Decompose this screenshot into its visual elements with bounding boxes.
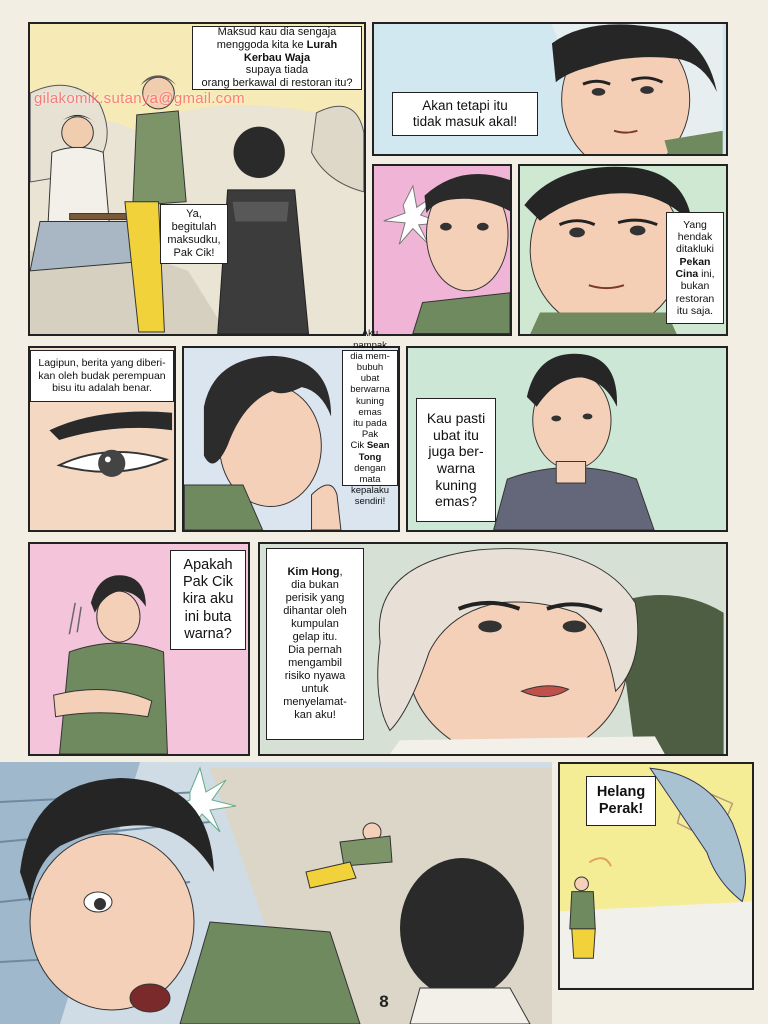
bubble-line: Cik Sean [350, 440, 390, 452]
bubble-line: hendak [677, 230, 713, 243]
speech-bubble-tidak-masuk-akal [392, 92, 538, 136]
speech-bubble-kau-pasti [416, 398, 496, 522]
bubble-line: Pak Cik [183, 574, 233, 591]
bubble-line: Yang [683, 218, 707, 231]
bubble-line: Perak! [598, 801, 644, 817]
speech-bubble-lurah [192, 26, 362, 90]
bubble-line: Kau pasti [426, 410, 486, 427]
bubble-line: gelap itu. [292, 631, 338, 644]
bubble-line: Akan tetapi itu [422, 98, 508, 114]
bubble-line: kan oleh budak perempuan [38, 369, 166, 382]
panel-row2-left [372, 164, 512, 336]
bubble-line: juga ber- [428, 443, 484, 460]
bubble-line: Apakah [183, 557, 233, 574]
speech-bubble-lagipun [30, 350, 174, 402]
bubble-line: itu saja. [676, 305, 714, 318]
bubble-line: berwarna [350, 384, 390, 396]
bubble-line: restoran [675, 292, 715, 305]
bubble-line: menggoda kita ke Lurah Kerbau Waja [216, 38, 338, 64]
bubble-line: Pekan [679, 255, 711, 268]
speech-bubble-pekan-cina [666, 212, 724, 324]
bubble-line: kuning [435, 476, 477, 493]
bubble-line: ditakluki [676, 243, 714, 256]
bubble-line: bukan [680, 280, 710, 293]
bubble-line: kan aku! [294, 708, 336, 721]
bubble-line: Maksud kau dia sengaja [217, 25, 337, 38]
bubble-line: supaya tiada [245, 64, 309, 77]
bubble-line: orang berkawal di restoran itu? [201, 77, 353, 90]
panel-art-action-shout-scene [0, 762, 552, 1024]
bubble-line: kuning emas [356, 395, 384, 418]
bubble-line: mengambil [288, 656, 342, 669]
bubble-line: Kim Hong, [287, 566, 343, 579]
bubble-line: perisik yang [285, 592, 345, 605]
bubble-line: dihantar oleh [283, 605, 347, 618]
bubble-line: Dia pernah [288, 644, 342, 656]
bubble-line: Ya, [186, 208, 202, 221]
bubble-line: sendiri! [354, 496, 386, 508]
bubble-line: emas? [434, 493, 478, 510]
bubble-line: risiko nyawa [284, 669, 346, 682]
bubble-line: warna? [184, 625, 232, 642]
bubble-line: ubat itu [433, 426, 479, 443]
speech-bubble-begitulah [160, 204, 228, 264]
panel-art-young-man-startled [374, 166, 510, 334]
bubble-line: kepalaku [350, 485, 390, 497]
bubble-line: Pak Cik! [173, 246, 215, 259]
speech-bubble-buta-warna [170, 550, 246, 650]
bubble-line: warna [436, 460, 476, 476]
bubble-line: dia bukan [291, 579, 339, 592]
watermark-text: gilakomik.sutanya@gmail.com [34, 90, 245, 107]
bubble-line: itu pada Pak [353, 418, 387, 441]
bubble-line: begitulah [171, 221, 217, 234]
bubble-line: maksudku, [167, 234, 221, 246]
bubble-line: Aku nampak [353, 328, 387, 351]
bubble-line: untuk [301, 682, 329, 695]
speech-bubble-aku-nampak [342, 328, 398, 508]
bubble-line: kira aku [182, 591, 234, 608]
panel-row5-left [0, 762, 552, 1024]
page-number: 8 [379, 992, 389, 1011]
speech-bubble-kim-hong [266, 548, 364, 740]
bubble-line: dengan [354, 462, 386, 474]
bubble-line: Lagipun, berita yang diberi- [38, 357, 166, 370]
bubble-line: bubuh ubat [356, 361, 384, 385]
bubble-line: tidak masuk akal! [412, 114, 518, 129]
bubble-line: menyelamat- [283, 695, 347, 708]
bubble-line: ini buta [184, 608, 232, 625]
bubble-line: Tong [358, 451, 382, 463]
bubble-line: Cina ini, [675, 268, 715, 280]
bubble-line: kumpulan [291, 618, 339, 631]
bubble-line: bisu itu adalah benar. [52, 382, 152, 395]
speech-bubble-helang-perak [586, 776, 656, 826]
bubble-line: mata [359, 474, 381, 486]
bubble-line: dia mem- [350, 350, 390, 362]
bubble-line: Helang [596, 783, 646, 800]
